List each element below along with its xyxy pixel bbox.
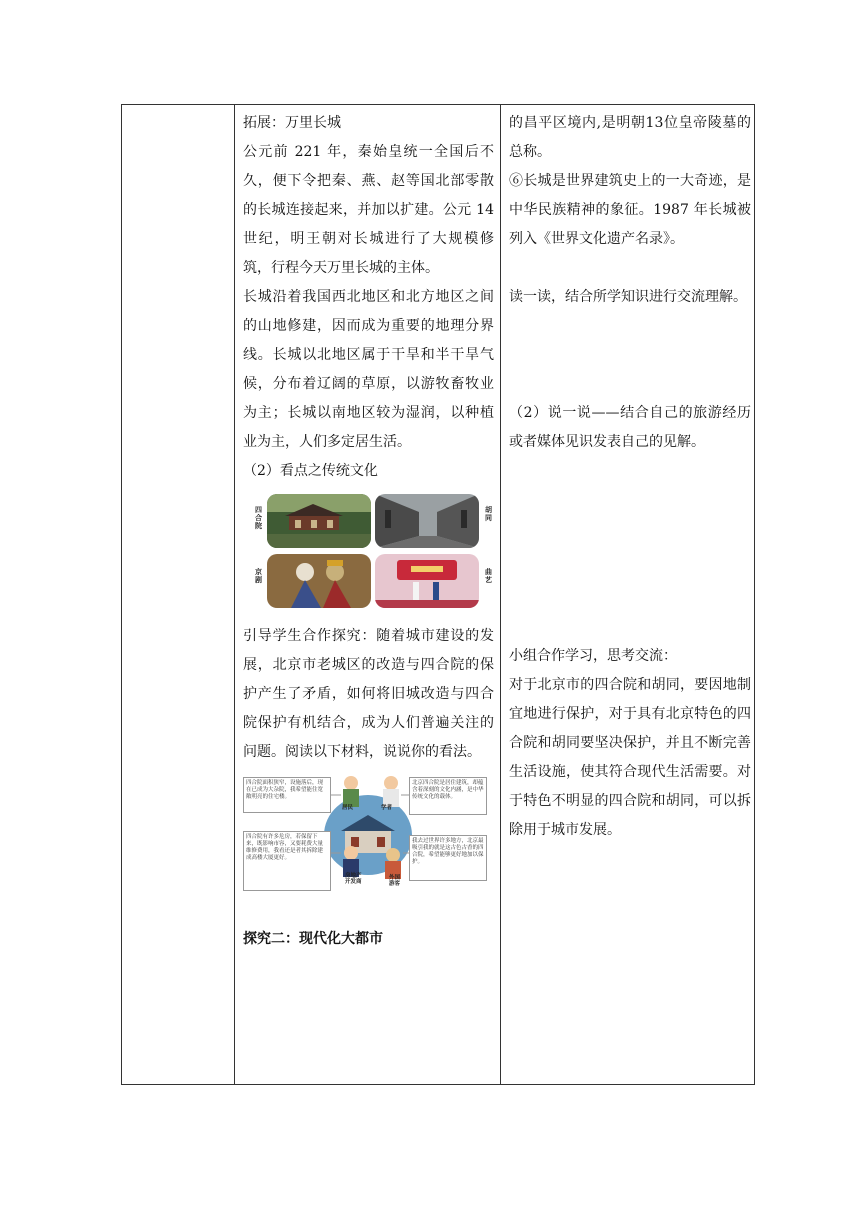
foreigner-opinion: 我去过世界许多地方，北京最吸引我的就是这古色古香的四合院，希望能够更好地加以保护。 xyxy=(409,835,487,881)
hutong-photo-icon xyxy=(375,494,479,548)
photo-label: 胡同 xyxy=(485,506,492,522)
teacher-activity-column xyxy=(235,105,500,1084)
photo-label: 曲艺 xyxy=(485,568,492,584)
talk-paragraph: （2）说一说——结合自己的旅游经历或者媒体见识发表自己的见解。 xyxy=(509,405,751,450)
siheyuan-opinions-figure xyxy=(243,773,493,893)
answer-paragraph: 对于北京市的四合院和胡同，要因地制宜地进行保护，对于具有北京特色的四合院和胡同要坚决保护，并且不断完善生活设施，使其符合现代生活需要。对于特色不明显的四合院和胡同，可以拆除用于城市发展。 xyxy=(509,677,751,838)
scholar-tag: 学者 xyxy=(381,805,393,811)
siheyuan-photo-icon xyxy=(267,494,371,548)
group-paragraph: 小组合作学习，思考交流： xyxy=(509,648,677,664)
extend-heading: 拓展：万里长城 xyxy=(243,115,341,131)
tombs-paragraph: 的昌平区境内,是明朝13位皇帝陵墓的总称。 xyxy=(509,115,751,160)
guide-paragraph: 引导学生合作探究：随着城市建设的发展，北京市老城区的改造与四合院的保护产生了矛盾，如何将旧城改造与四合院保护有机结合，成为人们普遍关注的问题。阅读以下材料，说说你的看法。 xyxy=(243,628,494,760)
culture-heading: （2）看点之传统文化 xyxy=(243,463,378,479)
developer-tag: 房地产开发商 xyxy=(345,873,362,885)
scholar-opinion: 北京四合院是居住建筑，却蕴含着深刻的文化内涵，是中华传统文化的载体。 xyxy=(409,777,487,815)
lesson-table xyxy=(121,104,755,1085)
wonder-paragraph: ⑥长城是世界建筑史上的一大奇迹，是中华民族精神的象征。1987 年长城被列入《世界文化遗产名录》。 xyxy=(509,173,751,247)
left-column-empty xyxy=(122,105,234,1084)
foreigner-tag: 外国游客 xyxy=(389,875,401,887)
peking-opera-photo-icon xyxy=(267,554,371,608)
resident-tag: 居民 xyxy=(342,805,354,811)
read-paragraph: 读一读，结合所学知识进行交流理解。 xyxy=(509,289,747,305)
student-activity-column xyxy=(501,105,755,1084)
history-paragraph: 公元前 221 年，秦始皇统一全国后不久，便下令把秦、燕、赵等国北部零散的长城连接起来，并加以扩建。公元 14 世纪，明王朝对长城进行了大规模修筑，行程今天万里长城的主体。 xyxy=(243,144,494,276)
geography-paragraph: 长城沿着我国西北地区和北方地区之间的山地修建，因而成为重要的地理分界线。长城以北地区属于干旱和半干旱气候，分布着辽阔的草原，以游牧畜牧业为主；长城以南地区较为湿润，以种植业为主，人们多定居生活。 xyxy=(243,289,494,450)
traditional-culture-photos xyxy=(243,494,493,612)
developer-opinion: 四合院有许多危房，若保留下来，既影响市容，又要耗费大量维修费用，我看还是者其拆除建成高楼大厦更好。 xyxy=(243,831,331,891)
explore2-heading: 探究二：现代化大都市 xyxy=(243,931,383,947)
resident-opinion: 四合院面积狭窄，设施落后，现在已成为大杂院，我希望能住宽敞明亮的住宅楼。 xyxy=(243,777,331,813)
quyi-photo-icon xyxy=(375,554,479,608)
photo-label: 四合院 xyxy=(255,506,262,530)
photo-label: 京剧 xyxy=(255,568,262,584)
